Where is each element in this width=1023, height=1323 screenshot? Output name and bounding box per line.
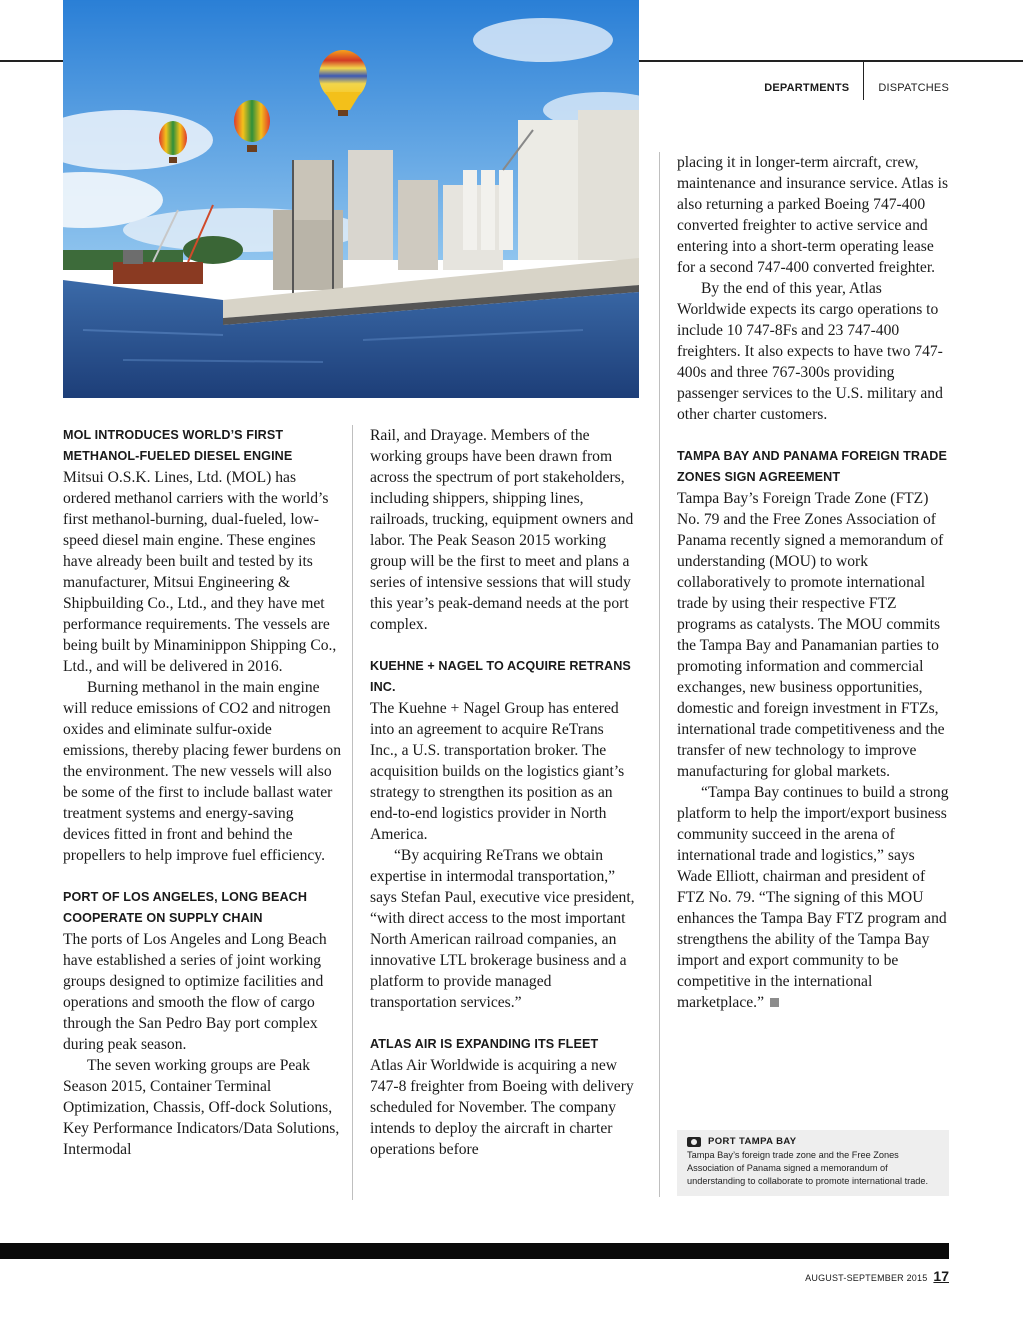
issue-date: AUGUST-SEPTEMBER 2015: [805, 1273, 928, 1283]
column-2: [370, 425, 635, 1160]
headline-atlas: ATLAS AIR IS EXPANDING ITS FLEET: [370, 1037, 599, 1051]
caption-credit-row: [687, 1136, 939, 1147]
la-paragraph-1: The ports of Los Angeles and Long Beach have established a series of joint working groups designed to optimize facilities and operations and smooth the flow of cargo through the San Pedro Bay port complex during peak season.: [63, 931, 327, 1053]
kn-paragraph-1: The Kuehne + Nagel Group has entered into an agreement to acquire ReTrans Inc., a U.S. transportation broker. The acquisition builds on the logistics giant’s strategy to strengthen its position as an end-to-end logistics provider in North America.: [370, 700, 625, 843]
column-rule-2: [659, 152, 660, 1197]
la-paragraph-2b: Rail, and Drayage. Members of the working groups have been drawn from across the spectrum of port stakeholders, including shippers, shipping lines, railroads, trucking, equipment owners and labor. The Peak Season 2015 working group will be the first to meet and plans a series of intensive sessions that will study this year’s peak-demand needs at the port complex.: [370, 427, 634, 633]
kn-paragraph-2: “By acquiring ReTrans we obtain expertise in intermodal transportation,” says Stefan Paul, executive vice president, “with direct access to the most important North American railroad companies, an innovative LTL brokerage business and a platform to provide managed transportation services.”: [370, 847, 635, 1011]
port-photo: [63, 0, 639, 398]
section-nav: [764, 76, 949, 100]
section-divider: [863, 62, 864, 100]
column-rule-1: [352, 425, 353, 1200]
headline-tampa: TAMPA BAY AND PANAMA FOREIGN TRADE ZONES SIGN AGREEMENT: [677, 449, 947, 484]
caption-text: Tampa Bay’s foreign trade zone and the Free Zones Association of Panama signed a memorandum of understanding to collaborate to promote international trade.: [687, 1150, 929, 1186]
la-paragraph-2a: The seven working groups are Peak Season 2015, Container Terminal Optimization, Chassis, Off-dock Solutions, Key Performance Indicators/Data Solutions, Intermodal: [63, 1057, 340, 1158]
footer-bar: [0, 1243, 949, 1259]
caption-credit: PORT TAMPA BAY: [708, 1136, 797, 1147]
end-mark-icon: [770, 998, 779, 1007]
atlas-paragraph-2: By the end of this year, Atlas Worldwide expects its cargo operations to include 10 747-8Fs and 23 747-400 freighters. It also expects to have two 747-400s and three 767-300s providing passenger services to the U.S. military and other charter customers.: [677, 280, 943, 423]
mol-paragraph-2: Burning methanol in the main engine will reduce emissions of CO2 and nitrogen oxides and eliminate sulfur-oxide emissions, thereby placing fewer burdens on the environment. The new vessels will also be some of the first to include ballast water treatment systems and energy-saving devices fitted in front and behind the propellers to help improve fuel efficiency.: [63, 679, 342, 864]
subsection-label: DISPATCHES: [878, 82, 949, 94]
camera-icon: [687, 1137, 701, 1147]
atlas-paragraph-1a: Atlas Air Worldwide is acquiring a new 747-8 freighter from Boeing with delivery scheduled for November. The company intends to deploy the aircraft in charter operations before: [370, 1057, 634, 1158]
mol-paragraph-1: Mitsui O.S.K. Lines, Ltd. (MOL) has ordered methanol carriers with the world’s first methanol-burning, dual-fueled, low-speed diesel main engine. These engines have already been built and tested by its manufacturer, Mitsui Engineering & Shipbuilding Co., Ltd., and they have met performance requirements. The vessels are being built by Minaminippon Shipping Co., Ltd., and will be delivered in 2016.: [63, 469, 337, 675]
section-label: DEPARTMENTS: [764, 82, 850, 94]
headline-kn: KUEHNE + NAGEL TO ACQUIRE RETRANS INC.: [370, 659, 631, 694]
column-3: [677, 152, 949, 1013]
tampa-paragraph-1: Tampa Bay’s Foreign Trade Zone (FTZ) No. 79 and the Free Zones Association of Panama recently signed a memorandum of understanding (MOU) to work collaboratively to promote international trade by using their respective FTZ programs as catalysts. The MOU commits the Tampa Bay and Panamanian parties to promoting information and commercial exchanges, new business opportunities, domestic and foreign investment in FTZs, international trade competitiveness and the transfer of new technology to improve manufacturing for global markets.: [677, 490, 945, 780]
tampa-paragraph-2-text: “Tampa Bay continues to build a strong platform to help the import/export business community succeed in the arena of international trade and logistics,” says Wade Elliott, chairman and president of FTZ No. 79. “The signing of this MOU enhances the Tampa Bay FTZ program and strengthens the ability of the Tampa Bay import and export community to be competitive in the international marketplace.”: [677, 784, 949, 1011]
headline-la: PORT OF LOS ANGELES, LONG BEACH COOPERATE ON SUPPLY CHAIN: [63, 890, 308, 925]
page-number: 17: [933, 1268, 949, 1284]
column-1: [63, 425, 341, 1160]
header-rule-right: [639, 60, 1023, 62]
header-rule-left: [0, 60, 63, 62]
page-footer: [805, 1268, 949, 1284]
photo-caption: [677, 1130, 949, 1196]
port-industrial-photo-icon: [63, 0, 639, 398]
headline-mol: MOL INTRODUCES WORLD’S FIRST METHANOL-FUELED DIESEL ENGINE: [63, 428, 293, 463]
atlas-paragraph-1b: placing it in longer-term aircraft, crew, maintenance and insurance service. Atlas is also returning a parked Boeing 747-400 converted freighter to active service and entering into a short-term operating lease for a second 747-400 converted freighter.: [677, 154, 949, 276]
tampa-paragraph-2: [677, 782, 949, 1013]
